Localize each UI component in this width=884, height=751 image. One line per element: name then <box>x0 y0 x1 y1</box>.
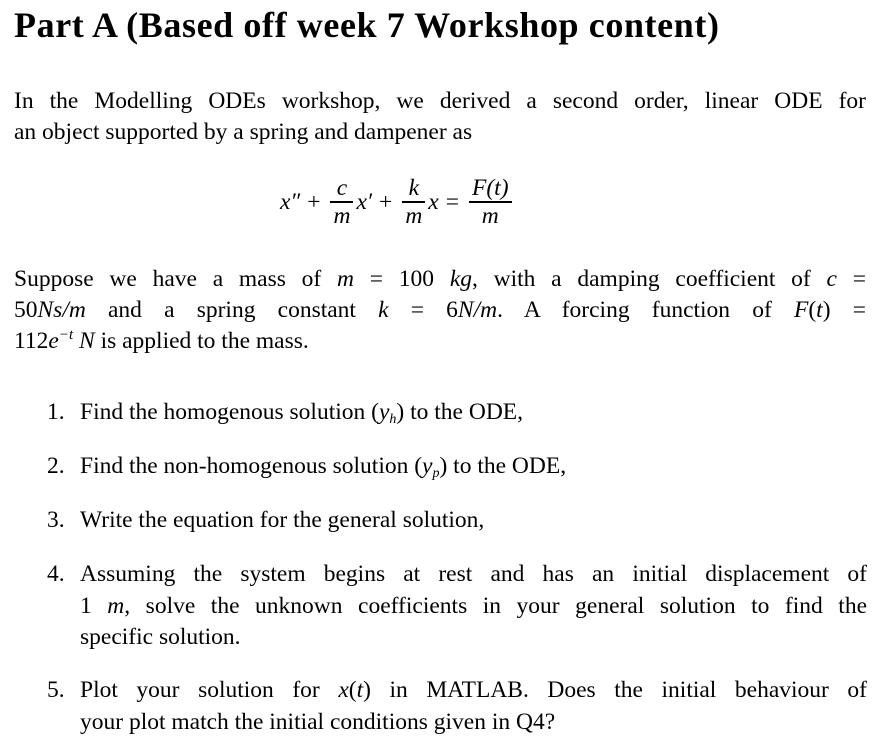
eq-frac1-numerator: c <box>336 175 348 202</box>
ode-equation <box>280 172 515 232</box>
q5-text: ( <box>348 677 357 703</box>
q5-line-2: your plot match the initial conditions given in Q4? <box>80 708 556 735</box>
given-text: and a spring constant <box>85 297 379 323</box>
exp-base: e <box>48 328 59 354</box>
q3-text: Write the equation for the general solution, <box>80 507 485 533</box>
given-text: 50 <box>14 297 38 323</box>
eq-x: x <box>428 188 439 215</box>
intro-paragraph <box>14 86 866 148</box>
eq-equals: = <box>445 188 459 215</box>
given-paragraph <box>14 264 866 357</box>
q4-line-2 <box>80 591 867 623</box>
q5-line-1 <box>80 675 867 707</box>
exp-power: −t <box>58 327 74 343</box>
given-line-2 <box>14 295 866 326</box>
intro-line-1: In the Modelling ODEs workshop, we derived a second order, linear ODE for <box>14 88 866 114</box>
h-subscript: h <box>389 412 397 427</box>
given-line-1 <box>14 264 866 295</box>
damping-variable: c <box>826 266 837 292</box>
eq-frac3-denominator: m <box>481 202 499 229</box>
eq-frac3-numerator: F(t) <box>472 175 509 202</box>
eq-plus-1: + <box>307 188 321 215</box>
question-number: 3. <box>47 507 65 533</box>
question-number: 1. <box>47 399 65 425</box>
eq-fraction-c-over-m <box>330 175 353 228</box>
eq-frac2-denominator: m <box>405 202 423 229</box>
given-text: = <box>836 266 866 292</box>
question-number: 4. <box>47 561 65 587</box>
q2-text: ) to the ODE, <box>439 453 567 479</box>
given-text: = 6 <box>388 297 458 323</box>
question-number: 5. <box>47 677 65 703</box>
y-variable: y <box>422 453 433 479</box>
given-line-3 <box>14 326 866 357</box>
eq-frac1-denominator: m <box>333 202 351 229</box>
q5-text: ) in MATLAB. Does the initial behaviour of <box>363 677 867 703</box>
time-variable: t <box>816 297 823 323</box>
spring-unit: N/m <box>457 297 498 323</box>
page-title: Part A (Based off week 7 Workshop content) <box>14 5 720 45</box>
q4-line-3: specific solution. <box>80 624 241 650</box>
given-text: 112 <box>14 328 49 354</box>
y-variable: y <box>378 399 390 425</box>
given-text: Suppose we have a mass of <box>14 266 338 292</box>
question-text <box>80 397 867 429</box>
q1-text: ) to the ODE, <box>396 399 524 425</box>
eq-plus-2: + <box>379 188 393 215</box>
question-number: 2. <box>47 453 65 479</box>
damping-unit: Ns/m <box>37 297 86 323</box>
question-text <box>80 451 867 483</box>
spring-variable: k <box>378 297 389 323</box>
metre-unit: m <box>107 592 125 619</box>
q5-text: Plot your solution for <box>80 677 339 703</box>
eq-x-prime: x′ <box>356 188 373 215</box>
question-text <box>80 505 867 537</box>
q4-text: , solve the unknown coefficients in your general solution to find the <box>124 592 867 619</box>
eq-x-double-prime: x″ <box>280 188 301 215</box>
mass-variable: m <box>337 266 354 292</box>
force-variable: F <box>793 297 809 323</box>
newton-unit: N <box>79 328 95 354</box>
q2-text: Find the non-homogenous solution ( <box>80 453 423 479</box>
eq-fraction-k-over-m <box>402 175 425 228</box>
p-subscript: p <box>432 466 440 481</box>
given-text: . A forcing function of <box>497 297 794 323</box>
given-text: , with a damping coefficient of <box>472 266 827 292</box>
mass-unit: kg <box>449 266 472 292</box>
q1-text: Find the homogenous solution ( <box>80 399 379 425</box>
given-text: ) = <box>822 297 866 323</box>
given-text: = 100 <box>354 266 450 292</box>
question-text <box>80 559 867 654</box>
q4-line-1: Assuming the system begins at rest and has an initial displacement of <box>80 561 867 587</box>
given-text: is applied to the mass. <box>94 328 309 354</box>
t-variable: t <box>356 677 364 703</box>
question-text <box>80 675 867 738</box>
q4-text: 1 <box>80 592 108 619</box>
eq-fraction-F-over-m <box>469 175 512 228</box>
given-text: ( <box>808 297 817 323</box>
eq-frac2-numerator: k <box>408 175 420 202</box>
intro-line-2: an object supported by a spring and dampener as <box>14 119 473 145</box>
x-variable: x <box>338 677 349 703</box>
